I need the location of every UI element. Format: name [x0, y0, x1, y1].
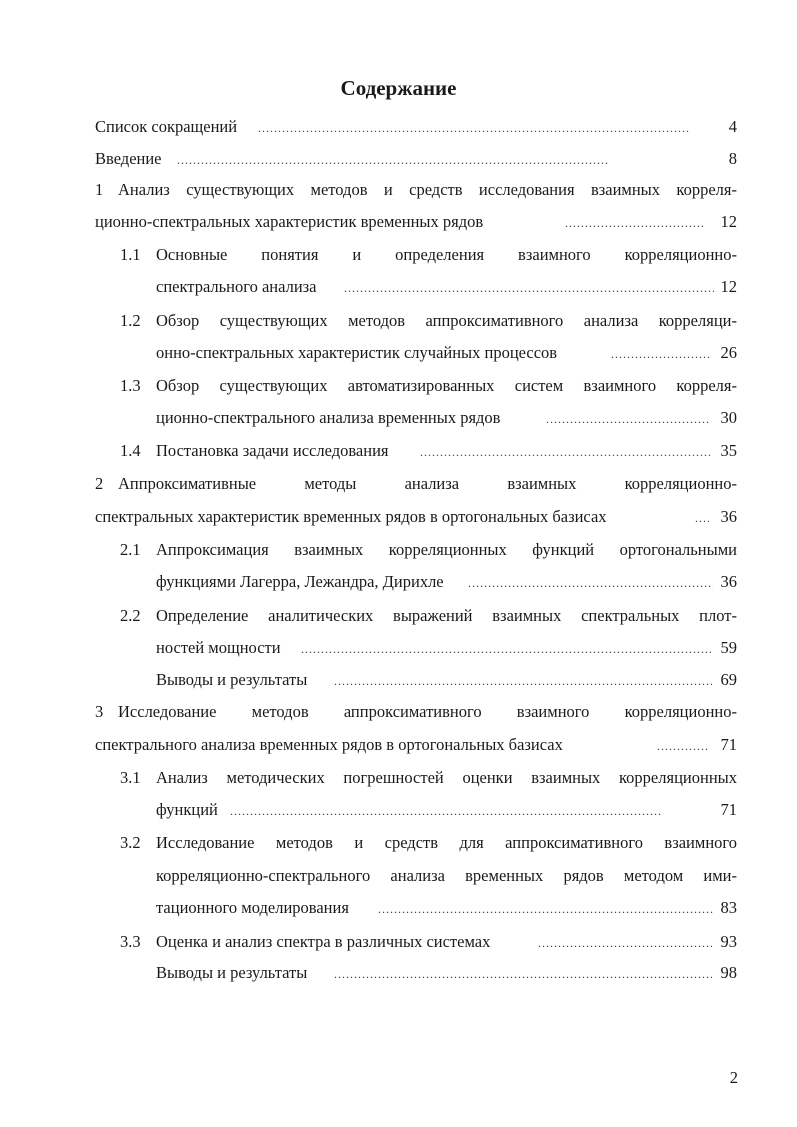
toc-entry-text: Исследование методов аппроксимативного взаимного корреляционно-: [118, 702, 737, 721]
toc-entry-text: онно-спектральных характеристик случайных процессов: [156, 343, 558, 362]
toc-entry-text: спектрального анализа: [156, 277, 317, 296]
toc-entry-text: функций: [156, 800, 218, 819]
leader-dots: [230, 795, 713, 825]
toc-entry-number: 2: [95, 474, 104, 493]
toc-entry-text: Исследование методов и средств для аппроксимативного взаимного: [156, 833, 737, 852]
toc-entry[interactable]: [95, 469, 737, 499]
toc-entry-continuation[interactable]: [156, 893, 737, 923]
toc-entry-page: 36: [720, 507, 737, 526]
leader-dots: [468, 567, 713, 597]
toc-entry-text: Обзор существующих автоматизированных систем взаимного корреля-: [156, 376, 737, 395]
toc-entry-text: Обзор существующих методов аппроксимативного анализа корреляци-: [156, 311, 737, 330]
toc-entry[interactable]: [95, 175, 737, 205]
toc-entry[interactable]: [120, 535, 737, 565]
toc-entry[interactable]: [156, 665, 737, 695]
toc-entry-text: Выводы и результаты: [156, 670, 308, 689]
toc-entry-text: функциями Лагерра, Лежандра, Дирихле: [156, 572, 444, 591]
toc-entry-page: 26: [720, 343, 737, 362]
toc-entry[interactable]: [156, 958, 737, 988]
toc-entry-continuation[interactable]: [95, 207, 737, 237]
toc-entry-continuation[interactable]: [156, 403, 737, 433]
toc-entry[interactable]: [120, 436, 737, 466]
toc-entry-continuation[interactable]: [156, 861, 737, 891]
toc-entry-text: Постановка задачи исследования: [156, 441, 389, 460]
toc-entry-text: Анализ существующих методов и средств исследования взаимных корреля-: [118, 180, 737, 199]
toc-entry-continuation[interactable]: [156, 633, 737, 663]
leader-dots: [258, 112, 716, 142]
toc-entry-text: Список сокращений: [95, 117, 238, 136]
toc-entry-text: Анализ методических погрешностей оценки взаимных корреляционных: [156, 768, 737, 787]
leader-dots: [334, 665, 712, 695]
toc-entry-number: 1.3: [120, 376, 141, 395]
toc-entry[interactable]: [120, 828, 737, 858]
leader-dots: [695, 502, 709, 532]
toc-entry[interactable]: [95, 112, 737, 142]
toc-entry-continuation[interactable]: [156, 272, 737, 302]
toc-entry[interactable]: [95, 144, 737, 174]
toc-entry-continuation[interactable]: [95, 730, 737, 760]
leader-dots: [538, 927, 712, 957]
toc-entry-continuation[interactable]: [156, 795, 737, 825]
toc-entry-number: 3.2: [120, 833, 141, 852]
toc-entry-page: 93: [720, 932, 737, 951]
toc-entry-page: 71: [720, 800, 737, 819]
toc-entry-page: 35: [720, 441, 737, 460]
leader-dots: [301, 633, 711, 663]
toc-entry-page: 83: [720, 898, 737, 917]
leader-dots: [177, 144, 717, 174]
toc-entry-text: Выводы и результаты: [156, 963, 308, 982]
toc-entry-number: 1.1: [120, 245, 141, 264]
toc-entry-text: Введение: [95, 149, 162, 168]
leader-dots: [378, 893, 714, 923]
toc-entry[interactable]: [95, 697, 737, 727]
leader-dots: [344, 272, 714, 302]
toc-entry-number: 3.3: [120, 932, 141, 951]
toc-entry-text: Аппроксимация взаимных корреляционных функций ортогональными: [156, 540, 737, 559]
toc-entry-number: 2.2: [120, 606, 141, 625]
toc-entry-number: 3.1: [120, 768, 141, 787]
toc-entry-text: ностей мощности: [156, 638, 281, 657]
toc-entry[interactable]: [120, 306, 737, 336]
toc-entry-page: 12: [720, 212, 737, 231]
toc-entry-page: 98: [720, 963, 737, 982]
toc-entry-page: 69: [720, 670, 737, 689]
toc-entry-page: 30: [720, 408, 737, 427]
toc-entry[interactable]: [120, 371, 737, 401]
toc-entry-page: 8: [728, 149, 737, 168]
leader-dots: [565, 207, 705, 237]
toc-entry-text: спектральных характеристик временных рядов в ортогональных базисах: [95, 507, 607, 526]
toc-entry-text: Определение аналитических выражений взаимных спектральных плот-: [156, 606, 737, 625]
toc-entry[interactable]: [120, 240, 737, 270]
toc-entry-page: 4: [728, 117, 737, 136]
toc-entry-continuation[interactable]: [156, 567, 737, 597]
toc-entry-number: 2.1: [120, 540, 141, 559]
toc-entry-continuation[interactable]: [156, 338, 737, 368]
page-number: 2: [729, 1068, 738, 1087]
page-title: Содержание: [340, 76, 457, 100]
leader-dots: [657, 730, 709, 760]
toc-entry[interactable]: [120, 763, 737, 793]
leader-dots: [334, 958, 712, 988]
toc-entry-text: корреляционно-спектрального анализа временных рядов методом ими-: [156, 866, 737, 885]
leader-dots: [420, 436, 712, 466]
toc-entry-text: Основные понятия и определения взаимного корреляционно-: [156, 245, 737, 264]
leader-dots: [546, 403, 709, 433]
toc-entry-continuation[interactable]: [95, 502, 737, 532]
toc-entry-text: ционно-спектрального анализа временных рядов: [156, 408, 501, 427]
toc-entry-number: 1.2: [120, 311, 141, 330]
toc-entry-page: 12: [720, 277, 737, 296]
toc-entry-text: тационного моделирования: [156, 898, 349, 917]
toc-entry-text: спектрального анализа временных рядов в ортогональных базисах: [95, 735, 563, 754]
toc-entry[interactable]: [120, 927, 737, 957]
toc-entry[interactable]: [120, 601, 737, 631]
toc-entry-text: Оценка и анализ спектра в различных системах: [156, 932, 491, 951]
toc-entry-number: 3: [95, 702, 104, 721]
toc-entry-number: 1: [95, 180, 104, 199]
toc-entry-page: 36: [720, 572, 737, 591]
toc-entry-page: 59: [720, 638, 737, 657]
toc-entry-text: Аппроксимативные методы анализа взаимных корреляционно-: [118, 474, 737, 493]
toc-entry-page: 71: [720, 735, 737, 754]
toc-entry-text: ционно-спектральных характеристик временных рядов: [95, 212, 484, 231]
leader-dots: [611, 338, 711, 368]
toc-entry-number: 1.4: [120, 441, 141, 460]
